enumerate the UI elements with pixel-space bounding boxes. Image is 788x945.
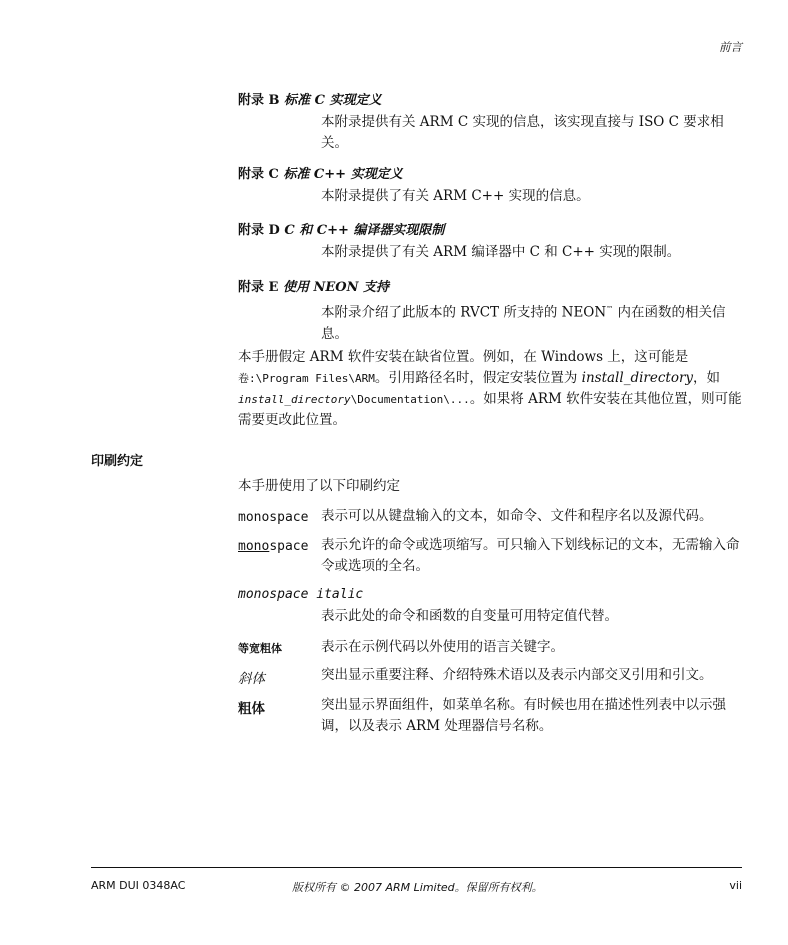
def-bold-monospace: 表示在示例代码以外使用的语言关键字。 xyxy=(321,639,564,655)
install-text-4: 。如果将 ARM 软件安装在其他位置，则可能需要更改此位置。 xyxy=(238,391,742,428)
section-title-typography: 印刷约定 xyxy=(91,454,144,469)
term-monospace-italic: monospace italic xyxy=(238,587,364,602)
appendix-e-heading xyxy=(238,276,389,295)
def-italic: 突出显示重要注释、介绍特殊术语以及表示内部交叉引用和引文。 xyxy=(321,667,713,683)
def-monospace-abbrev: 表示允许的命令或选项缩写。可只输入下划线标记的文本，无需输入命令或选项的全名。 xyxy=(321,537,740,574)
term-abbrev-rest: space xyxy=(269,539,309,554)
trademark-mark: ™ xyxy=(606,305,614,313)
install-text-2: 。引用路径名时，假定安装位置为 xyxy=(374,370,582,386)
footer-rule xyxy=(91,867,742,868)
term-bold: 粗体 xyxy=(238,701,265,717)
appendix-c-prefix: 附录 C xyxy=(238,167,279,182)
appendix-d-desc: 本附录提供了有关 ARM 编译器中 C 和 C++ 实现的限制。 xyxy=(321,244,681,260)
footer-page-number: vii xyxy=(729,879,742,892)
term-italic: 斜体 xyxy=(238,671,265,687)
def-monospace-italic: 表示此处的命令和函数的自变量可用特定值代替。 xyxy=(321,608,618,624)
def-bold: 突出显示界面组件，如菜单名称。有时候也用在描述性列表中以示强调，以及表示 ARM 处理器信号名称。 xyxy=(321,697,726,734)
default-path: 卷:\Program Files\ARM xyxy=(238,372,375,385)
appendix-d-title: C 和 C++ 编译器实现限制 xyxy=(284,223,445,238)
appendix-c-heading xyxy=(238,163,403,182)
appendix-c-desc: 本附录提供了有关 ARM C++ 实现的信息。 xyxy=(321,188,590,204)
appendix-e-desc xyxy=(321,299,745,345)
appendix-e-prefix: 附录 E xyxy=(238,280,279,295)
install-location-paragraph xyxy=(238,347,746,431)
appendix-d-heading xyxy=(238,219,444,238)
install-text-3: ，如 xyxy=(693,370,721,386)
appendix-d-prefix: 附录 D xyxy=(238,223,280,238)
install-text-1: 本手册假定 ARM 软件安装在缺省位置。例如，在 Windows 上，这可能是 xyxy=(238,349,689,365)
appendix-e-desc-part1: 本附录介绍了此版本的 RVCT 所支持的 NEON xyxy=(321,304,607,321)
appendix-b-desc: 本附录提供有关 ARM C 实现的信息，该实现直接与 ISO C 要求相关。 xyxy=(321,114,724,151)
term-monospace: monospace xyxy=(238,510,309,525)
term-bold-monospace: 等宽粗体 xyxy=(238,642,282,655)
appendix-b-prefix: 附录 B xyxy=(238,93,280,108)
appendix-b-heading xyxy=(238,89,381,108)
typography-intro: 本手册使用了以下印刷约定 xyxy=(238,478,400,494)
term-monospace-abbrev xyxy=(238,539,308,554)
running-header: 前言 xyxy=(719,40,742,54)
appendix-e-desc-part2: 内在函数的相关信息。 xyxy=(321,304,726,342)
appendix-c-title: 标准 C++ 实现定义 xyxy=(283,167,403,182)
appendix-e-title: 使用 NEON 支持 xyxy=(282,280,390,295)
doc-path-italic: install_directory xyxy=(238,393,351,406)
footer-copyright: 版权所有 © 2007 ARM Limited。保留所有权利。 xyxy=(292,881,543,894)
def-monospace: 表示可以从键盘输入的文本，如命令、文件和程序名以及源代码。 xyxy=(321,508,713,524)
term-abbrev-underlined: mono xyxy=(238,539,270,554)
footer-doc-id: ARM DUI 0348AC xyxy=(91,879,186,892)
install-dir-term: install_directory xyxy=(581,370,694,386)
appendix-b-title: 标准 C 实现定义 xyxy=(284,93,382,108)
doc-path-rest: \Documentation\... xyxy=(350,393,470,406)
